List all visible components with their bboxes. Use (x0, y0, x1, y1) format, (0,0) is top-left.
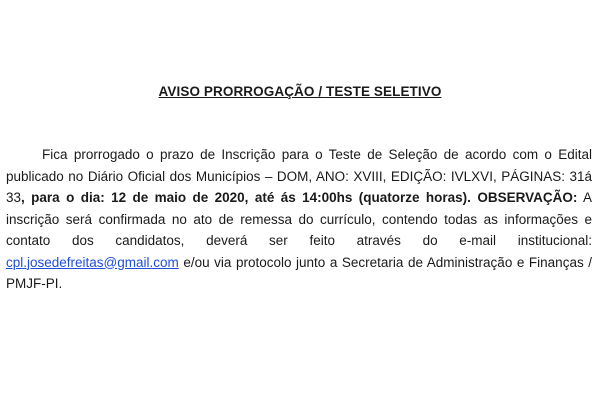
protocol-text: e/ou via protocolo junto a Secretaria de Administração e Finanças / PMJF-PI. (6, 254, 592, 291)
paragraph-intro-text: Fica prorrogado o prazo de Inscrição para o Teste de Seleção de acordo com o Edital publicado no Diário Oficial dos Municípios – DOM, ANO: XVIII, EDIÇÃO: IVLXVI, PÁGINAS: 31á 33 (6, 147, 592, 205)
observation-label: OBSERVAÇÃO: (477, 190, 578, 205)
document-title: AVISO PRORROGAÇÃO / TESTE SELETIVO (158, 84, 442, 99)
email-link[interactable]: cpl.josedefreitas@gmail.com (6, 254, 179, 270)
deadline-text: , para o dia: 12 de maio de 2020, até ás 14:00hs (quatorze horas). (21, 190, 471, 205)
notice-paragraph (6, 144, 592, 295)
observation-text: A inscrição será confirmada no ato de remessa do currículo, contendo todas as informações e contato dos candidatos, deverá ser feito através do e-mail institucional: (6, 190, 592, 248)
